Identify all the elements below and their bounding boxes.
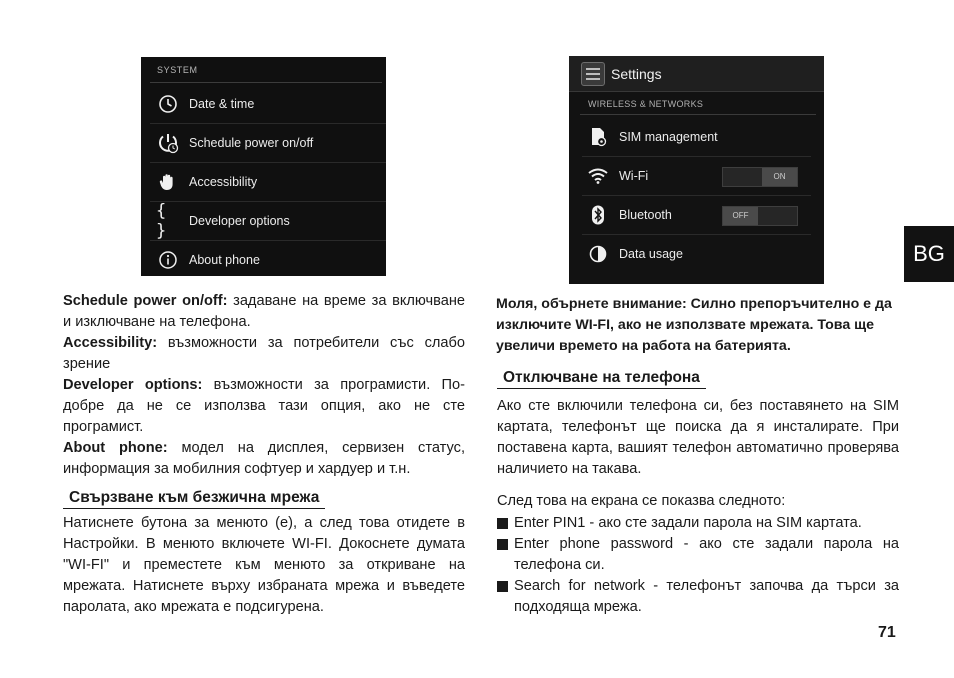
page-number: 71 [878,624,896,641]
system-item-label: Schedule power on/off [189,135,314,150]
definitions-block [63,291,465,480]
definition-text: възможности за потребители със слабо зрение [63,335,465,372]
settings-item-label: Bluetooth [619,208,672,222]
bluetooth-toggle [722,206,798,226]
definition-text: модел на дисплея, сервизен статус, информация за мобилния софтуер и хардуер и т.н. [63,440,465,477]
toggle-state: ON [762,168,797,186]
toggle-state: OFF [723,207,758,225]
definition-term: Accessibility: [63,335,158,351]
divider [580,114,816,115]
bullet-square [497,539,508,550]
unlock-paragraph: Ако сте включили телефона си, без поставянето на SIM картата, телефонът ще поиска да я инсталирате. При поставена карта, вашият телефон автоматично проверява наличието на такава. [497,398,899,477]
system-item-about-phone [150,240,386,279]
definition-term: Developer options: [63,377,203,393]
system-header: SYSTEM [157,65,198,75]
settings-app-icon [581,62,605,86]
settings-item-bluetooth [582,196,811,235]
bluetooth-icon [588,205,608,225]
definition-accessibility [63,333,465,375]
bullet-square [497,581,508,592]
definition-term: Schedule power on/off: [63,293,228,309]
system-item-label: Accessibility [189,174,258,189]
settings-item-wifi [582,157,811,196]
then-text: След това на екрана се показва следното: [497,493,786,509]
definition-term: About phone: [63,440,168,456]
wireless-heading: Свързване към безжична мрежа [63,489,325,509]
language-tab: BG [904,226,954,282]
settings-title: Settings [611,65,662,82]
wifi-toggle [722,167,798,187]
data-usage-icon [588,244,608,264]
sim-card-icon [588,127,608,147]
definition-schedule-power [63,291,465,333]
bullet-square [497,518,508,529]
settings-action-bar [569,56,824,92]
info-icon [156,248,180,272]
wifi-icon [588,166,608,186]
system-item-accessibility [150,162,386,202]
settings-item-label: SIM management [619,130,718,144]
list-item-text: Enter PIN1 - ако сте задали парола на SIM картата. [514,515,862,531]
section-header: WIRELESS & NETWORKS [588,99,704,109]
definition-about-phone [63,438,465,480]
settings-item-data-usage [582,235,811,273]
system-item-developer-options [150,201,386,241]
definition-text: възможности за програмисти. По-добре да не се използва тази опция, ако не сте програмист. [63,377,465,435]
clock-icon [156,92,180,116]
settings-item-sim [582,118,811,157]
settings-screenshot [569,56,824,284]
system-item-label: About phone [189,252,260,267]
definition-text: задаване на време за включване и изключване на телефона. [63,293,466,330]
power-schedule-icon [156,131,180,155]
wireless-paragraph: Натиснете бутона за менюто (е), а след това отидете в Настройки. В менюто включете WI-FI. Докоснете думата "WI-FI" и преместете към менюто за откриване на мрежата. Натиснете върху избраната мрежа и въведете паролата, ако мрежата е подсигурена. [63,515,465,615]
list-item-text: Enter phone password - ако сте задали парола на телефона си. [514,536,899,573]
list-item [497,534,899,576]
list-item-text: Search for network - телефонът започва да търси за подходяща мрежа. [514,578,899,615]
system-screenshot [141,57,386,276]
divider [150,82,382,83]
braces-icon: { } [156,200,167,241]
settings-item-label: Wi-Fi [619,169,649,183]
settings-item-label: Data usage [619,247,683,261]
system-item-label: Developer options [189,213,290,228]
definition-developer-options [63,375,465,438]
list-item [497,576,899,618]
list-item [497,513,899,534]
system-item-schedule-power [150,123,386,163]
system-item-date-time [150,84,386,124]
bullet-list [497,513,899,618]
system-item-label: Date & time [189,96,255,111]
battery-note: Моля, обърнете внимание: Силно препоръчително е да изключите WI-FI, ако не използвате мрежата. Това ще увеличи времето на работа на батерията. [496,296,892,354]
hand-icon [156,170,180,194]
unlock-heading: Отключване на телефона [497,369,706,389]
